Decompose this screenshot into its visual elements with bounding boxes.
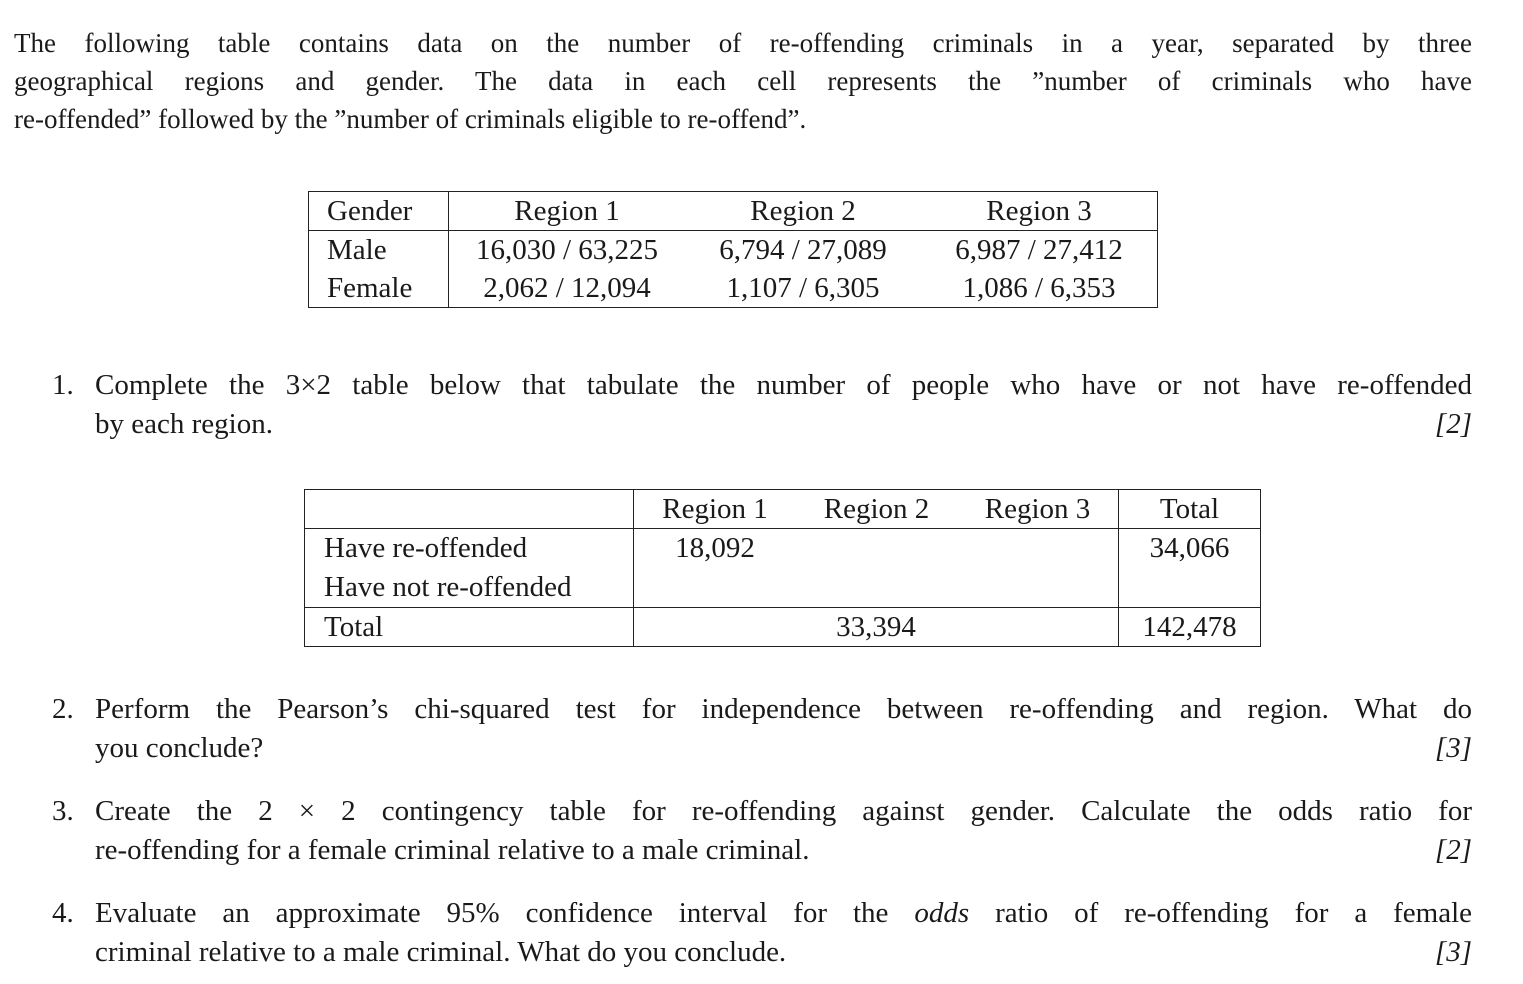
question-1-number: 1. bbox=[52, 369, 74, 401]
question-1-line-1: Complete the 3×2 table below that tabulate the number of people who have or not have re-offended bbox=[95, 369, 1472, 401]
data-table-row-female bbox=[309, 269, 1158, 308]
summary-row-reoffended bbox=[305, 529, 1261, 568]
question-3-line-1: Create the 2 × 2 contingency table for re-offending against gender. Calculate the odds ratio for bbox=[95, 795, 1472, 827]
intro-line-3: re-offended” followed by the ”number of criminals eligible to re-offend”. bbox=[14, 104, 807, 134]
question-2 bbox=[52, 690, 1472, 768]
cell-total-region-2: 33,394 bbox=[634, 608, 1119, 647]
cell-not-reoffended-region-1 bbox=[634, 567, 797, 608]
question-4-line-1-post: ratio of re-offending for a female bbox=[969, 897, 1472, 929]
data-table-row-male bbox=[309, 231, 1158, 270]
row-label-female: Female bbox=[309, 269, 449, 308]
question-3-marks: [2] bbox=[1434, 834, 1472, 866]
question-4-marks: [3] bbox=[1434, 936, 1472, 968]
row-label-total: Total bbox=[305, 608, 634, 647]
region-summary-table bbox=[304, 489, 1261, 647]
summary-row-not-reoffended bbox=[305, 567, 1261, 608]
intro-line-1: The following table contains data on the number of re-offending criminals in a year, separated by three bbox=[14, 28, 1472, 58]
question-2-marks: [3] bbox=[1434, 732, 1472, 764]
question-4-line-1-pre: Evaluate an approximate 95% confidence interval for the bbox=[95, 897, 915, 929]
row-label-have-reoffended: Have re-offended bbox=[305, 529, 634, 568]
cell-not-reoffended-region-2 bbox=[796, 567, 957, 608]
question-2-line-2: you conclude? bbox=[95, 732, 264, 764]
cell-not-reoffended-region-3 bbox=[957, 567, 1119, 608]
cell-male-region-2: 6,794 / 27,089 bbox=[719, 233, 887, 266]
intro-line-2: geographical regions and gender. The data in each cell represents the ”number of criminals who have bbox=[14, 66, 1472, 96]
cell-not-reoffended-total bbox=[1119, 567, 1261, 608]
question-1 bbox=[52, 366, 1472, 444]
row-label-male: Male bbox=[309, 231, 449, 270]
question-4-number: 4. bbox=[52, 897, 74, 929]
summary-header-row bbox=[305, 490, 1261, 529]
header-gender: Gender bbox=[309, 192, 449, 231]
question-3-line-2: re-offending for a female criminal relative to a male criminal. bbox=[95, 834, 810, 866]
header-region-2: Region 2 bbox=[685, 192, 921, 231]
cell-reoffended-region-2 bbox=[796, 529, 957, 568]
summary-header-region-3: Region 3 bbox=[957, 490, 1119, 529]
question-1-marks: [2] bbox=[1434, 408, 1472, 440]
summary-header-blank bbox=[305, 490, 634, 529]
summary-header-region-1: Region 1 bbox=[634, 490, 797, 529]
question-2-line-1: Perform the Pearson’s chi-squared test for independence between re-offending and region. What do bbox=[95, 693, 1472, 725]
question-3 bbox=[52, 792, 1472, 870]
question-1-line-2: by each region. bbox=[95, 408, 273, 440]
question-4 bbox=[52, 894, 1472, 972]
question-3-number: 3. bbox=[52, 795, 74, 827]
cell-reoffended-total: 34,066 bbox=[1149, 531, 1230, 564]
cell-grand-total: 142,478 bbox=[1119, 608, 1261, 647]
summary-row-total bbox=[305, 608, 1261, 647]
question-4-odds-emphasis: odds bbox=[914, 897, 970, 929]
cell-male-region-1: 16,030 / 63,225 bbox=[475, 233, 659, 266]
summary-header-total: Total bbox=[1119, 490, 1261, 529]
cell-reoffended-region-3 bbox=[957, 529, 1119, 568]
question-4-line-2: criminal relative to a male criminal. What do you conclude. bbox=[95, 936, 787, 968]
cell-female-region-3: 1,086 / 6,353 bbox=[962, 271, 1116, 304]
cell-male-region-3: 6,987 / 27,412 bbox=[955, 233, 1123, 266]
cell-reoffended-region-1: 18,092 bbox=[675, 531, 755, 564]
question-4-line-1 bbox=[95, 894, 1472, 933]
row-label-have-not-reoffended: Have not re-offended bbox=[305, 567, 634, 608]
reoffending-data-table bbox=[308, 191, 1158, 308]
question-2-number: 2. bbox=[52, 693, 74, 725]
header-region-1: Region 1 bbox=[449, 192, 686, 231]
cell-female-region-1: 2,062 / 12,094 bbox=[483, 271, 651, 304]
summary-header-region-2: Region 2 bbox=[796, 490, 957, 529]
intro-paragraph bbox=[14, 24, 1472, 138]
data-table-header-row bbox=[309, 192, 1158, 231]
cell-female-region-2: 1,107 / 6,305 bbox=[726, 271, 880, 304]
header-region-3: Region 3 bbox=[921, 192, 1158, 231]
